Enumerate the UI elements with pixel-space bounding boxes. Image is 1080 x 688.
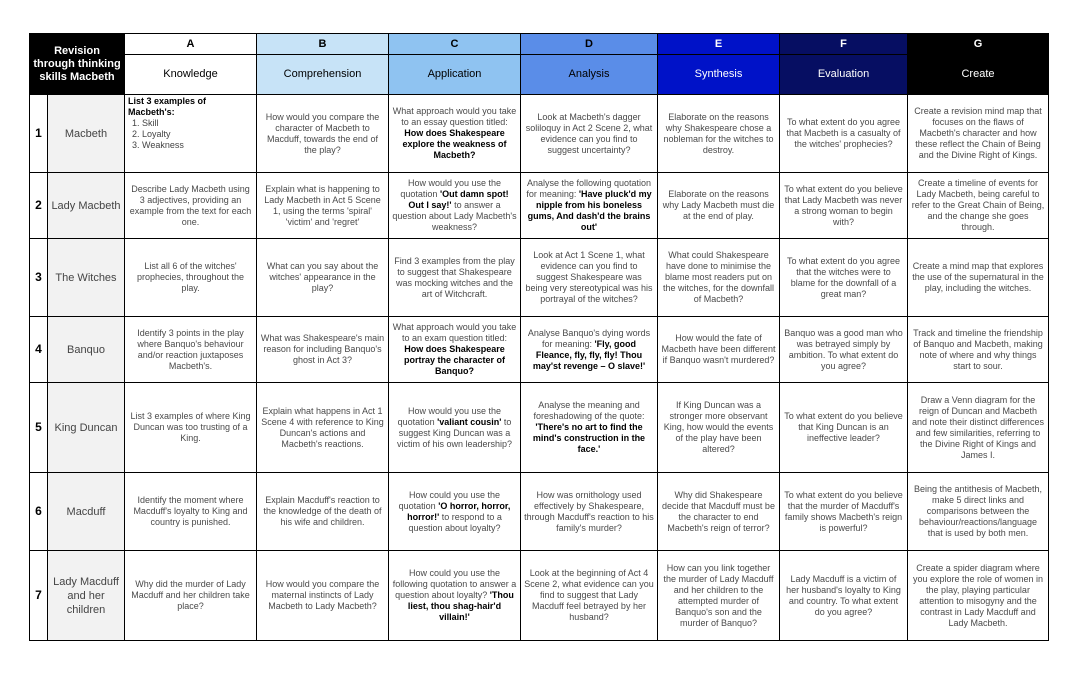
comprehension-cell: Explain what is happening to Lady Macbeth in Act 5 Scene 1, using the terms 'spiral' 'victim' and 'regret' — [257, 173, 389, 239]
column-letter-g: G — [908, 34, 1049, 55]
evaluation-cell: To what extent do you believe that Lady Macbeth was never a strong woman to begin with? — [780, 173, 908, 239]
quotation: 'valiant cousin' — [437, 416, 502, 427]
row-topic: Banquo — [48, 317, 125, 383]
comprehension-cell: How would you compare the maternal instincts of Lady Macbeth to Lady Macbeth? — [257, 551, 389, 641]
quotation: How does Shakespeare explore the weakness of Macbeth? — [402, 128, 507, 160]
create-cell: Create a mind map that explores the use of the supernatural in the play, including the witches. — [908, 239, 1049, 317]
table-title: Revision through thinking skills Macbeth — [30, 34, 125, 95]
quotation: 'O horror, horror, horror!' — [407, 500, 511, 522]
row-topic: King Duncan — [48, 383, 125, 473]
application-cell — [389, 95, 521, 173]
column-level-evaluation: Evaluation — [780, 55, 908, 95]
quotation: How does Shakespeare portray the character of Banquo? — [403, 344, 506, 376]
knowledge-cell: Why did the murder of Lady Macduff and her children take place? — [125, 551, 257, 641]
column-level-create: Create — [908, 55, 1049, 95]
synthesis-cell: Why did Shakespeare decide that Macduff must be the character to end Macbeth's reign of terror? — [658, 473, 780, 551]
cell-text: to respond to a question about loyalty? — [408, 511, 502, 533]
cell-text: How would you use the quotation — [397, 405, 502, 427]
application-cell: Find 3 examples from the play to suggest that Shakespeare was mocking witches and the art of Witchcraft. — [389, 239, 521, 317]
create-cell: Create a spider diagram where you explore the role of women in the play, playing particular attention to misogyny and the contrast in Lady Macduff and Lady Macbeth. — [908, 551, 1049, 641]
evaluation-cell: To what extent do you believe that King Duncan is an ineffective leader? — [780, 383, 908, 473]
evaluation-cell: Banquo was a good man who was betrayed simply by ambition. To what extent do you agree? — [780, 317, 908, 383]
cell-text: How would you use the quotation — [400, 178, 502, 199]
application-cell — [389, 383, 521, 473]
knowledge-cell: List all 6 of the witches' prophecies, throughout the play. — [125, 239, 257, 317]
column-level-comprehension: Comprehension — [257, 55, 389, 95]
table-row — [30, 173, 1049, 239]
comprehension-cell: What can you say about the witches' appearance in the play? — [257, 239, 389, 317]
row-number: 7 — [30, 551, 48, 641]
row-topic: Macduff — [48, 473, 125, 551]
evaluation-cell: To what extent do you agree that Macbeth is a casualty of the witches' prophecies? — [780, 95, 908, 173]
list-item: 1. Skill — [142, 118, 253, 129]
synthesis-cell: How can you link together the murder of Lady Macduff and her children to the attempted murder of Banquo's son and the murder of Banquo? — [658, 551, 780, 641]
synthesis-cell: How would the fate of Macbeth have been different if Banquo wasn't murdered? — [658, 317, 780, 383]
comprehension-cell: How would you compare the character of Macbeth to Macduff, towards the end of the play? — [257, 95, 389, 173]
cell-text: What approach would you take to an exam question titled: — [392, 322, 517, 343]
cell-text: Analyse the following quotation for meaning: — [526, 178, 652, 199]
knowledge-cell: List 3 examples of where King Duncan was too trusting of a King. — [125, 383, 257, 473]
column-level-knowledge: Knowledge — [125, 55, 257, 95]
evaluation-cell: To what extent do you believe that the murder of Macduff's family shows Macbeth's reign is powerful? — [780, 473, 908, 551]
synthesis-cell: Elaborate on the reasons why Shakespeare chose a nobleman for the witches to destroy. — [658, 95, 780, 173]
analysis-cell: Look at Act 1 Scene 1, what evidence can you find to suggest Shakespeare was being very stereotypical was his portrayal of the witches? — [521, 239, 658, 317]
create-cell: Being the antithesis of Macbeth, make 5 direct links and comparisons between the behaviour/reactions/language that is used by both men. — [908, 473, 1049, 551]
cell-text: How could you use the following quotation to answer a question about loyalty? — [392, 568, 517, 600]
row-number: 6 — [30, 473, 48, 551]
analysis-cell — [521, 383, 658, 473]
synthesis-cell: Elaborate on the reasons why Lady Macbeth must die at the end of play. — [658, 173, 780, 239]
synthesis-cell: If King Duncan was a stronger more observant King, how would the events of the play have been altered? — [658, 383, 780, 473]
cell-text: to answer a question about Lady Macbeth's weakness? — [392, 200, 517, 232]
quotation: 'Have pluck'd my nipple from his boneless gums, And dash'd the brains out' — [527, 189, 652, 232]
column-letter-a: A — [125, 34, 257, 55]
quotation: 'Fly, good Fleance, fly, fly, fly! Thou may'st revenge – O slave!' — [532, 338, 646, 371]
knowledge-cell: Identify the moment where Macduff's loyalty to King and country is punished. — [125, 473, 257, 551]
column-letter-f: F — [780, 34, 908, 55]
application-cell — [389, 317, 521, 383]
column-level-analysis: Analysis — [521, 55, 658, 95]
knowledge-cell: Describe Lady Macbeth using 3 adjectives, providing an example from the text for each one. — [125, 173, 257, 239]
revision-grid — [29, 33, 1049, 641]
column-letter-e: E — [658, 34, 780, 55]
comprehension-cell: Explain what happens in Act 1 Scene 4 with reference to King Duncan's actions and Macbeth's reactions. — [257, 383, 389, 473]
create-cell: Create a timeline of events for Lady Macbeth, being careful to refer to the Great Chain of Being, and the change she goes through. — [908, 173, 1049, 239]
comprehension-cell: Explain Macduff's reaction to the knowledge of the death of his wife and children. — [257, 473, 389, 551]
table-row — [30, 551, 1049, 641]
application-cell — [389, 551, 521, 641]
column-level-application: Application — [389, 55, 521, 95]
list-item: 3. Weakness — [142, 140, 253, 151]
evaluation-cell: Lady Macduff is a victim of her husband's loyalty to King and country. To what extent do you agree? — [780, 551, 908, 641]
cell-text: How could you use the quotation — [398, 489, 501, 511]
row-number: 5 — [30, 383, 48, 473]
create-cell: Track and timeline the friendship of Banquo and Macbeth, making note of where and why things start to sour. — [908, 317, 1049, 383]
knowledge-list — [128, 118, 253, 151]
table-row — [30, 95, 1049, 173]
row-topic: The Witches — [48, 239, 125, 317]
evaluation-cell: To what extent do you agree that the witches were to blame for the downfall of a great man? — [780, 239, 908, 317]
column-letter-d: D — [521, 34, 658, 55]
knowledge-cell: Identify 3 points in the play where Banquo's behaviour and/or reaction juxtaposes Macbeth's. — [125, 317, 257, 383]
column-letter-b: B — [257, 34, 389, 55]
row-number: 1 — [30, 95, 48, 173]
row-topic: Lady Macduff and her children — [48, 551, 125, 641]
row-number: 4 — [30, 317, 48, 383]
create-cell: Create a revision mind map that focuses on the flaws of Macbeth's character and how these reflect the Chain of Being and the Divine Right of Kings. — [908, 95, 1049, 173]
row-number: 2 — [30, 173, 48, 239]
analysis-cell — [521, 173, 658, 239]
row-topic: Lady Macbeth — [48, 173, 125, 239]
create-cell: Draw a Venn diagram for the reign of Duncan and Macbeth and note their distinct differences and few similarities, referring to the Divine Right of Kings and James I. — [908, 383, 1049, 473]
analysis-cell: Look at Macbeth's dagger soliloquy in Act 2 Scene 2, what evidence can you find to suggest uncertainty? — [521, 95, 658, 173]
cell-text: to suggest King Duncan was a victim of his own leadership? — [396, 416, 513, 449]
table-row — [30, 317, 1049, 383]
synthesis-cell: What could Shakespeare have done to minimise the blame most readers put on the witches, for the downfall of Macbeth? — [658, 239, 780, 317]
analysis-cell: Look at the beginning of Act 4 Scene 2, what evidence can you find to suggest that Lady Macduff feel betrayed by her husband? — [521, 551, 658, 641]
table-row — [30, 383, 1049, 473]
row-topic: Macbeth — [48, 95, 125, 173]
list-item: 2. Loyalty — [142, 129, 253, 140]
table-row — [30, 239, 1049, 317]
table-row — [30, 473, 1049, 551]
knowledge-heading: List 3 examples of Macbeth's: — [128, 96, 207, 117]
application-cell — [389, 173, 521, 239]
quotation: 'There's no art to find the mind's construction in the face.' — [532, 422, 646, 454]
analysis-cell: How was ornithology used effectively by Shakespeare, through Macduff's reaction to his family's murder? — [521, 473, 658, 551]
column-letter-c: C — [389, 34, 521, 55]
knowledge-cell — [125, 95, 257, 173]
quotation: 'Out damn spot! Out I say!' — [408, 189, 509, 210]
cell-text: Analyse the meaning and foreshadowing of the quote: — [533, 400, 645, 421]
analysis-cell — [521, 317, 658, 383]
application-cell — [389, 473, 521, 551]
cell-text: Analyse Banquo's dying words for meaning: — [527, 327, 651, 349]
row-number: 3 — [30, 239, 48, 317]
cell-text: What approach would you take to an essay question titled: — [392, 106, 517, 127]
comprehension-cell: What was Shakespeare's main reason for including Banquo's ghost in Act 3? — [257, 317, 389, 383]
column-level-synthesis: Synthesis — [658, 55, 780, 95]
quotation: 'Thou liest, thou shag-hair'd villain!' — [407, 590, 514, 622]
